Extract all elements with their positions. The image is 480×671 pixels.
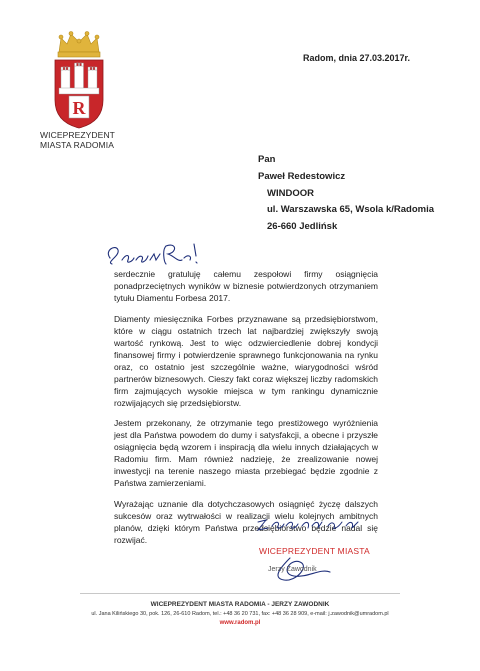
crown-icon: [58, 32, 100, 58]
office-title-line1: WICEPREZYDENT: [40, 130, 115, 140]
paragraph-4: Wyrażając uznanie dla dotychczasowych osiągnięć życzę dalszych sukcesów oraz wytrwałości w realizacji wielu kolejnych ambitnych planów, dzięki którym Państwa przedsiębiorstwo będzie nadal się rozwijać.: [114, 498, 378, 545]
recipient-name: Paweł Redestowicz: [258, 170, 346, 182]
recipient-postcode: 26-660 Jedlińsk: [267, 221, 338, 233]
footer-address: ul. Jana Kilińskiego 30, pok. 126, 26-610 Radom, tel.: +48 36 20 731, fax: +48 36 28 909, e-mail: j.zawodnik@umradom.pl: [91, 611, 389, 617]
paragraph-1: serdecznie gratuluję całemu zespołowi firmy osiągnięcia ponadprzeciętnych wyników w biznesie potwierdzonych otrzymaniem tytułu Diamentu Forbesa 2017.: [114, 269, 378, 303]
recipient-block: [258, 152, 434, 236]
footer-divider: [80, 593, 400, 594]
place-and-date: Radom, dnia 27.03.2017r.: [303, 53, 411, 63]
footer-title: WICEPREZYDENT MIASTA RADOMIA - JERZY ZAWODNIK: [150, 601, 330, 608]
paragraph-2: Diamenty miesięcznika Forbes przyznawane są przedsiębiorstwom, które w ciągu ostatnich trzech lat najbardziej zwiększyły swoją wartość rynkową. Jest to więc odzwierciedlenie dobrej kondycji finansowej firmy i potwierdzenie sprawnego funkcjonowania na rynku oraz, co ostatnio jest szczególnie ważne, wiarygodności wśród partnerów biznesowych. Cieszy fakt coraz większej liczby radomskich firm zajmujących wysokie miejsca w tym rankingu dynamicznie rozwijających się przedsiębiorstw.: [114, 313, 378, 408]
footer-website-link[interactable]: www.radom.pl: [219, 620, 261, 626]
signature-stamp-name: Jerzy Zawodnik: [268, 566, 317, 573]
svg-text:R: R: [72, 98, 86, 118]
office-title: [40, 130, 120, 150]
handwritten-salutation: [102, 236, 202, 270]
recipient-street: ul. Warszawska 65, Wsola k/Radomia: [267, 204, 435, 216]
radom-coat-of-arms-icon: [49, 30, 109, 130]
paragraph-3: Jestem przekonany, że otrzymanie tego prestiżowego wyróżnienia jest dla Państwa powodem do dumy i satysfakcji, a obecne i przyszłe osiągnięcia będą wzorem i inspiracją dla wielu innych działających w Radomiu firm. Mam również nadzieję, że zrealizowanie nowej inwestycji na terenie naszego miasta przebiegać będzie zgodnie z Państwa zamierzeniami.: [114, 418, 378, 488]
footer: [40, 600, 440, 628]
recipient-company: WINDOOR: [267, 187, 314, 199]
signature-stamp-title: WICEPREZYDENT MIASTA: [259, 546, 370, 556]
office-title-line2: MIASTA RADOMIA: [40, 140, 114, 150]
recipient-title: Pan: [258, 154, 276, 165]
